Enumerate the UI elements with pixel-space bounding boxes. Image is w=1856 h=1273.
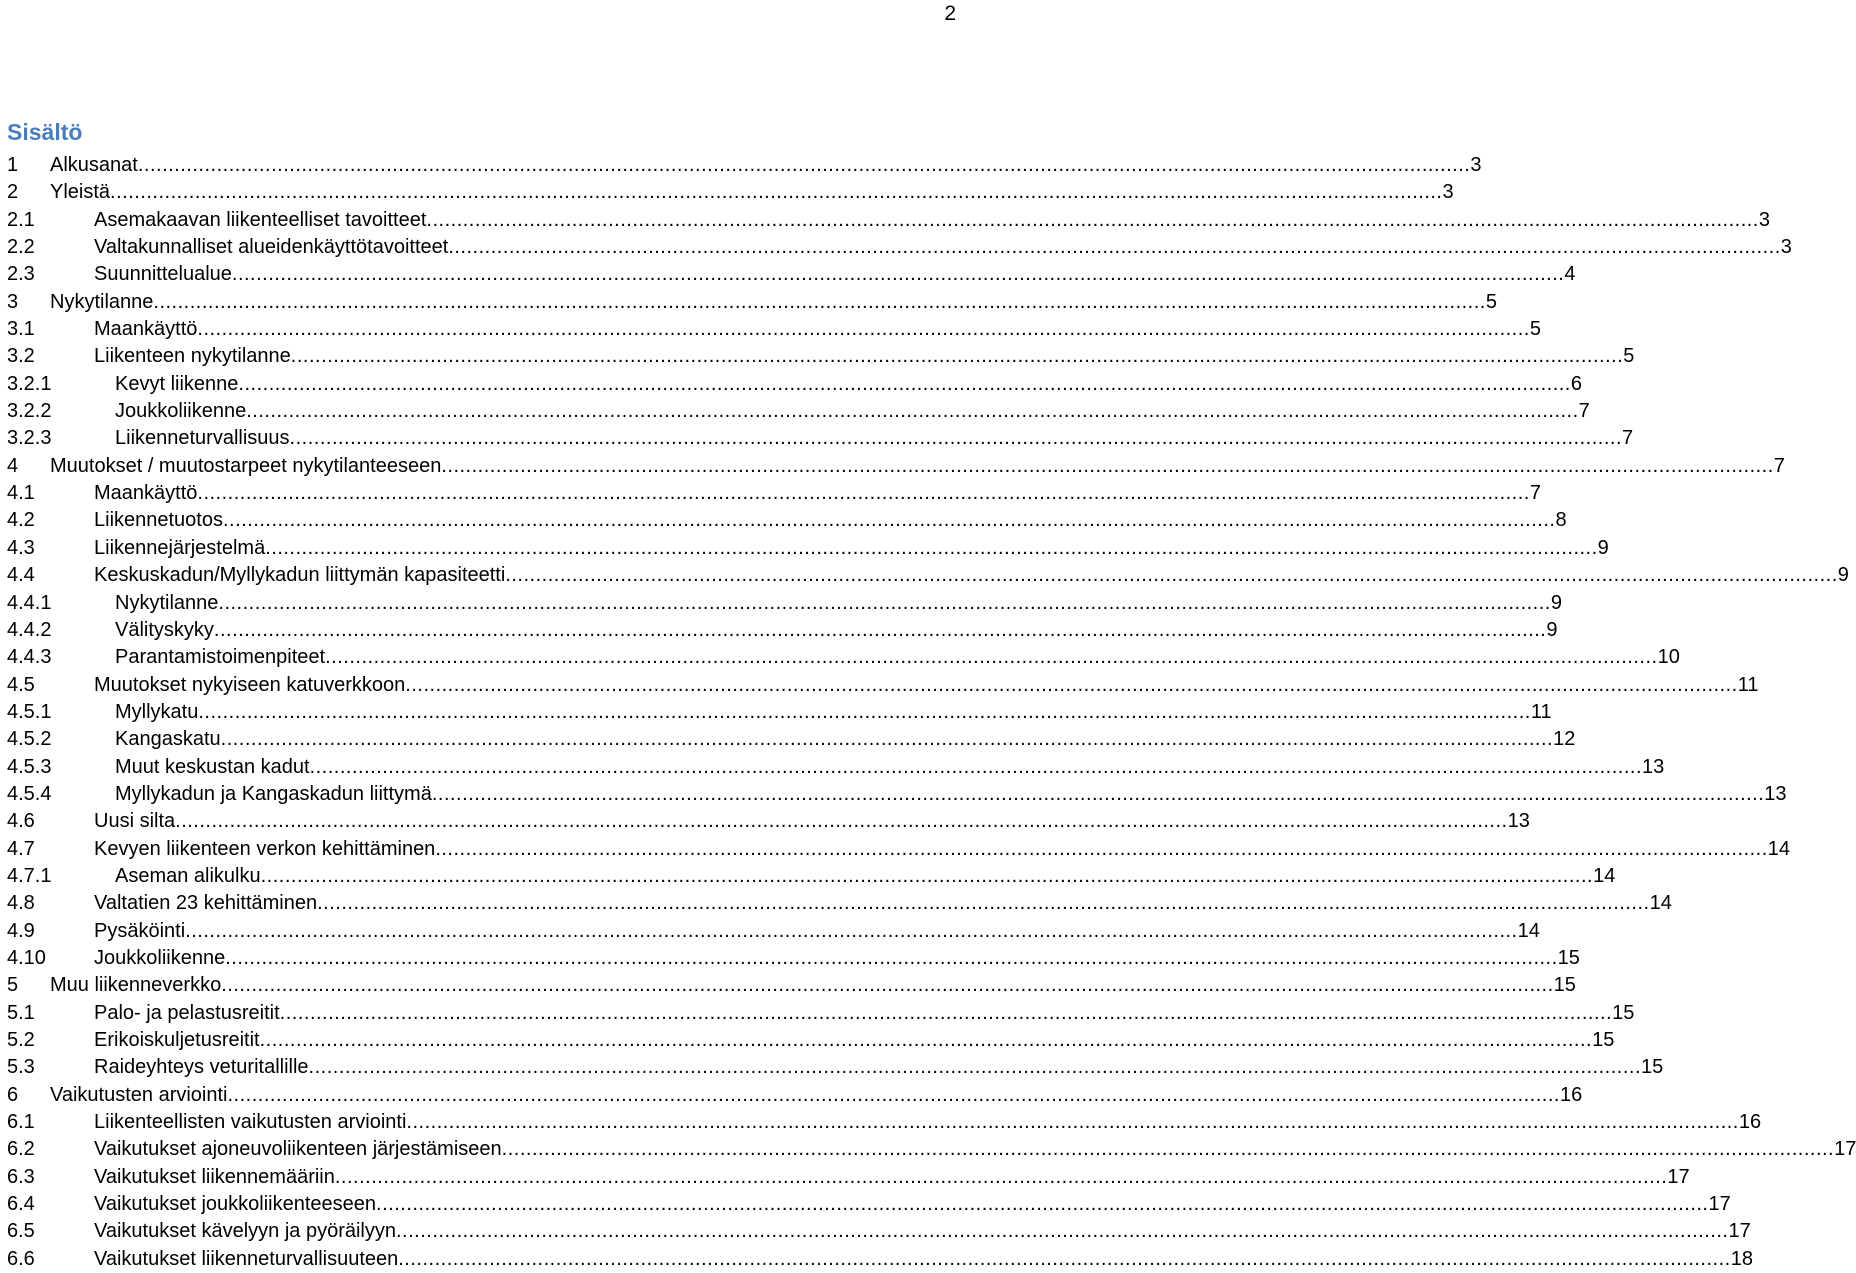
toc-entry[interactable] bbox=[0, 316, 1541, 343]
toc-entry[interactable] bbox=[0, 781, 1787, 808]
toc-entry-text: Valtatien 23 kehittäminen bbox=[94, 890, 317, 917]
toc-entry-number: 3 bbox=[7, 290, 19, 313]
toc-entry-text: Yleistä bbox=[50, 179, 110, 206]
toc-entry-leader: ............................................................................................................................................................................................................................ bbox=[259, 1029, 1593, 1051]
toc-entry[interactable] bbox=[0, 1027, 1615, 1054]
toc-entry-text: Kangaskatu bbox=[115, 726, 221, 753]
toc-entry[interactable] bbox=[0, 945, 1580, 972]
toc-entry[interactable] bbox=[0, 754, 1665, 781]
toc-entry-line bbox=[94, 1246, 1753, 1273]
toc-entry-page: 7 bbox=[1622, 427, 1634, 450]
toc-entry-page: 14 bbox=[1593, 864, 1616, 887]
toc-entry-line bbox=[94, 1136, 1856, 1163]
toc-entry-page: 3 bbox=[1470, 154, 1482, 176]
toc-entry-number: 4.9 bbox=[7, 919, 35, 942]
toc-entry-text: Vaikutukset liikennemääriin bbox=[94, 1164, 335, 1191]
toc-entry[interactable] bbox=[0, 617, 1558, 644]
toc-entry-text: Muut keskustan kadut bbox=[115, 754, 310, 781]
toc-entry-line bbox=[115, 590, 1562, 617]
toc-entry-number: 2 bbox=[7, 181, 19, 204]
toc-entry-text: Vaikutusten arviointi bbox=[50, 1082, 228, 1109]
toc-entry-leader: ............................................................................................................................................................................................................................ bbox=[220, 728, 1554, 751]
toc-entry-page: 11 bbox=[1737, 673, 1759, 696]
toc-entry[interactable] bbox=[0, 207, 1770, 234]
toc-entry-page: 3 bbox=[1442, 181, 1454, 204]
toc-entry-leader: ............................................................................................................................................................................................................................ bbox=[265, 536, 1598, 559]
toc-entry[interactable] bbox=[0, 890, 1672, 917]
toc-entry-text: Keskuskadun/Myllykadun liittymän kapasiteetti bbox=[94, 562, 505, 589]
toc-entry-number: 2.1 bbox=[7, 208, 35, 231]
toc-entry-leader: ............................................................................................................................................................................................................................ bbox=[197, 318, 1530, 341]
toc-entry-line bbox=[115, 754, 1665, 781]
toc-entry-number: 4.6 bbox=[7, 810, 35, 833]
toc-entry-leader: ............................................................................................................................................................................................................................ bbox=[231, 263, 1565, 286]
toc-entry-page: 13 bbox=[1642, 755, 1665, 778]
toc-entry-leader: ............................................................................................................................................................................................................................ bbox=[218, 591, 1551, 614]
toc-entry-number: 6.1 bbox=[7, 1111, 35, 1134]
toc-entry[interactable] bbox=[0, 836, 1791, 863]
toc-entry-line bbox=[115, 617, 1558, 644]
toc-entry-page: 17 bbox=[1667, 1165, 1690, 1188]
toc-entry-line bbox=[94, 1191, 1731, 1218]
toc-entry-line bbox=[94, 672, 1759, 699]
toc-entry-number: 4.8 bbox=[7, 892, 35, 915]
toc-entry[interactable] bbox=[0, 425, 1634, 452]
toc-entry-page: 3 bbox=[1758, 208, 1770, 231]
toc-entry[interactable] bbox=[0, 1164, 1690, 1191]
toc-entry-text: Muutokset nykyiseen katuverkkoon bbox=[94, 672, 405, 699]
toc-entry-leader: ............................................................................................................................................................................................................................ bbox=[431, 782, 1765, 805]
toc-entry[interactable] bbox=[0, 179, 1454, 206]
toc-entry-page: 9 bbox=[1546, 618, 1558, 641]
toc-entry-leader: ............................................................................................................................................................................................................................ bbox=[227, 1083, 1560, 1106]
toc-entry-leader: ............................................................................................................................................................................................................................ bbox=[505, 564, 1838, 587]
toc-entry-line bbox=[94, 261, 1576, 288]
toc-entry-page: 3 bbox=[1780, 236, 1792, 259]
toc-entry-number: 5 bbox=[7, 974, 19, 997]
toc-entry-number: 1 bbox=[7, 154, 19, 176]
toc-entry-leader: ............................................................................................................................................................................................................................ bbox=[396, 1220, 1729, 1243]
toc-entry-line bbox=[94, 343, 1635, 370]
toc-entry-line bbox=[94, 890, 1672, 917]
toc-entry-leader: ............................................................................................................................................................................................................................ bbox=[426, 208, 1759, 231]
toc-entry-text: Myllykatu bbox=[115, 699, 198, 726]
toc-entry-number: 5.3 bbox=[7, 1056, 35, 1079]
toc-entry[interactable] bbox=[0, 972, 1576, 999]
page-number: 2 bbox=[944, 2, 956, 25]
toc-entry-text: Pysäköinti bbox=[94, 918, 185, 945]
toc-entry-leader: ............................................................................................................................................................................................................................ bbox=[317, 892, 1650, 915]
toc-entry[interactable] bbox=[0, 863, 1616, 890]
toc-entry-leader: ............................................................................................................................................................................................................................ bbox=[222, 509, 1556, 532]
toc-entry[interactable] bbox=[0, 1246, 1753, 1273]
toc-entry-leader: ............................................................................................................................................................................................................................ bbox=[398, 1247, 1731, 1270]
toc-entry-line bbox=[94, 1027, 1615, 1054]
toc-entry-page: 9 bbox=[1550, 591, 1562, 614]
toc-entry-text: Liikennejärjestelmä bbox=[94, 535, 265, 562]
toc-entry-number: 3.2 bbox=[7, 345, 35, 368]
toc-entry-line bbox=[115, 781, 1787, 808]
toc-entry-line bbox=[50, 453, 1785, 480]
toc-entry-leader: ............................................................................................................................................................................................................................ bbox=[406, 1111, 1739, 1134]
toc-entry[interactable] bbox=[0, 1109, 1762, 1136]
toc-entry-line bbox=[94, 918, 1540, 945]
toc-entry-line bbox=[94, 234, 1792, 261]
toc-entry-line bbox=[115, 398, 1590, 425]
toc-entry-number: 4.10 bbox=[7, 946, 46, 969]
toc-entry-number: 6.3 bbox=[7, 1165, 35, 1188]
toc-entry-page: 15 bbox=[1641, 1056, 1664, 1079]
toc-entry-number: 3.2.3 bbox=[7, 427, 52, 450]
toc-entry-page: 14 bbox=[1767, 837, 1791, 860]
toc-entry-page: 11 bbox=[1530, 700, 1552, 723]
toc-entry-line bbox=[115, 371, 1582, 398]
toc-entry[interactable] bbox=[0, 1136, 1856, 1163]
toc-entry-text: Vaikutukset ajoneuvoliikenteen järjestämiseen bbox=[94, 1136, 502, 1163]
toc-entry[interactable] bbox=[0, 535, 1609, 562]
toc-entry-number: 4.5.4 bbox=[7, 782, 52, 805]
toc-entry-leader: ............................................................................................................................................................................................................................ bbox=[225, 946, 1558, 969]
toc-entry-text: Liikenneturvallisuus bbox=[115, 425, 290, 452]
toc-entry-number: 4.5 bbox=[7, 673, 35, 696]
toc-entry[interactable] bbox=[0, 453, 1785, 480]
toc-entry-line bbox=[50, 972, 1576, 999]
toc-entry-line bbox=[115, 644, 1680, 671]
toc-entry-number: 4.4.2 bbox=[7, 618, 52, 641]
toc-entry-text: Kevyt liikenne bbox=[115, 371, 238, 398]
toc-entry-leader: ............................................................................................................................................................................................................................ bbox=[435, 837, 1768, 860]
toc-entry-line bbox=[115, 726, 1576, 753]
toc-entry-leader: ............................................................................................................................................................................................................................ bbox=[221, 974, 1554, 997]
toc-entry-text: Liikennetuotos bbox=[94, 507, 223, 534]
toc-entry-text: Nykytilanne bbox=[115, 590, 218, 617]
toc-entry-leader: ............................................................................................................................................................................................................................ bbox=[137, 154, 1471, 176]
toc-entry-page: 12 bbox=[1553, 728, 1576, 751]
toc-entry-leader: ............................................................................................................................................................................................................................ bbox=[185, 919, 1518, 942]
toc-entry-line bbox=[94, 1109, 1762, 1136]
toc-entry-text: Erikoiskuljetusreitit bbox=[94, 1027, 260, 1054]
toc-entry[interactable] bbox=[0, 1000, 1635, 1027]
toc-entry[interactable] bbox=[0, 726, 1576, 753]
toc-entry-page: 5 bbox=[1529, 318, 1541, 341]
toc-entry-text: Vaikutukset kävelyyn ja pyöräilyyn bbox=[94, 1218, 396, 1245]
toc-entry-number: 4.5.3 bbox=[7, 755, 52, 778]
toc-entry-line bbox=[94, 1000, 1635, 1027]
toc-entry-page: 9 bbox=[1837, 564, 1849, 587]
toc-entry-number: 3.2.1 bbox=[7, 372, 52, 395]
toc-entry-page: 15 bbox=[1553, 974, 1576, 997]
toc-entry-text: Raideyhteys veturitallille bbox=[94, 1054, 309, 1081]
toc-entry-leader: ............................................................................................................................................................................................................................ bbox=[238, 372, 1571, 395]
toc-entry-page: 7 bbox=[1773, 454, 1785, 477]
toc-entry-page: 17 bbox=[1728, 1220, 1751, 1243]
toc-entry-line bbox=[50, 289, 1497, 316]
toc-entry-page: 10 bbox=[1657, 646, 1680, 669]
toc-entry-text: Uusi silta bbox=[94, 808, 175, 835]
toc-entry[interactable] bbox=[0, 261, 1576, 288]
toc-entry[interactable] bbox=[0, 644, 1680, 671]
toc-entry[interactable] bbox=[0, 562, 1849, 589]
toc-entry-number: 4.3 bbox=[7, 536, 35, 559]
toc-entry-text: Valtakunnalliset alueidenkäyttötavoitteet bbox=[94, 234, 448, 261]
toc-entry-number: 5.1 bbox=[7, 1001, 35, 1024]
toc-entry-text: Suunnittelualue bbox=[94, 261, 232, 288]
toc-entry-leader: ............................................................................................................................................................................................................................ bbox=[448, 236, 1781, 259]
toc-entry-leader: ............................................................................................................................................................................................................................ bbox=[213, 618, 1547, 641]
toc-entry-page: 17 bbox=[1834, 1138, 1856, 1161]
toc-entry-line bbox=[94, 316, 1541, 343]
toc-entry-text: Muu liikenneverkko bbox=[50, 972, 221, 999]
toc-entry-leader: ............................................................................................................................................................................................................................ bbox=[334, 1165, 1668, 1188]
toc-entry-number: 6.5 bbox=[7, 1220, 35, 1243]
toc-entry-page: 4 bbox=[1564, 263, 1576, 286]
toc-entry-line bbox=[94, 808, 1530, 835]
toc-entry-leader: ............................................................................................................................................................................................................................ bbox=[260, 864, 1594, 887]
toc-entry[interactable] bbox=[0, 1191, 1731, 1218]
toc-entry-leader: ............................................................................................................................................................................................................................ bbox=[309, 755, 1643, 778]
toc-title: Sisältö bbox=[7, 119, 83, 145]
toc-entry-text: Joukkoliikenne bbox=[115, 398, 246, 425]
toc-entry-line bbox=[50, 179, 1454, 206]
toc-entry-number: 4.5.2 bbox=[7, 728, 52, 751]
toc-entry[interactable] bbox=[0, 152, 1482, 179]
toc-entry-page: 7 bbox=[1578, 400, 1590, 423]
toc-entry-leader: ............................................................................................................................................................................................................................ bbox=[279, 1001, 1613, 1024]
toc-entry-number: 4.4 bbox=[7, 564, 35, 587]
toc-list bbox=[0, 152, 1856, 1273]
toc-entry-line bbox=[94, 480, 1541, 507]
toc-entry-leader: ............................................................................................................................................................................................................................ bbox=[198, 700, 1531, 723]
toc-entry-leader: ............................................................................................................................................................................................................................ bbox=[308, 1056, 1642, 1079]
toc-entry-leader: ............................................................................................................................................................................................................................ bbox=[246, 400, 1579, 423]
toc-entry-text: Liikenteen nykytilanne bbox=[94, 343, 291, 370]
toc-entry-text: Vaikutukset liikenneturvallisuuteen bbox=[94, 1246, 398, 1273]
toc-entry[interactable] bbox=[0, 507, 1567, 534]
toc-entry-page: 15 bbox=[1557, 946, 1580, 969]
toc-entry-number: 4.5.1 bbox=[7, 700, 52, 723]
toc-entry[interactable] bbox=[0, 699, 1552, 726]
toc-entry[interactable] bbox=[0, 672, 1759, 699]
toc-entry-leader: ............................................................................................................................................................................................................................ bbox=[110, 181, 1443, 204]
toc-entry-text: Parantamistoimenpiteet bbox=[115, 644, 325, 671]
toc-entry-line bbox=[94, 836, 1791, 863]
toc-entry-line bbox=[94, 1164, 1690, 1191]
toc-entry[interactable] bbox=[0, 918, 1540, 945]
toc-entry-leader: ............................................................................................................................................................................................................................ bbox=[501, 1138, 1835, 1161]
toc-entry[interactable] bbox=[0, 808, 1530, 835]
toc-entry-line bbox=[115, 863, 1616, 890]
toc-entry-line bbox=[50, 152, 1482, 179]
toc-entry-page: 16 bbox=[1559, 1083, 1583, 1106]
toc-entry-page: 14 bbox=[1517, 919, 1540, 942]
toc-entry-page: 6 bbox=[1570, 372, 1582, 395]
toc-entry-number: 3.1 bbox=[7, 318, 35, 341]
toc-entry-number: 4.7.1 bbox=[7, 864, 52, 887]
toc-entry-page: 5 bbox=[1623, 345, 1635, 368]
toc-entry-page: 13 bbox=[1507, 810, 1530, 833]
toc-entry-number: 6.6 bbox=[7, 1247, 35, 1270]
toc-entry-number: 6.4 bbox=[7, 1193, 35, 1216]
toc-entry-number: 4.1 bbox=[7, 482, 35, 505]
toc-entry-number: 4 bbox=[7, 454, 19, 477]
toc-entry-text: Myllykadun ja Kangaskadun liittymä bbox=[115, 781, 432, 808]
toc-entry-number: 5.2 bbox=[7, 1029, 35, 1051]
toc-entry-text: Vaikutukset joukkoliikenteeseen bbox=[94, 1191, 376, 1218]
toc-entry-page: 5 bbox=[1485, 290, 1497, 313]
toc-entry-text: Maankäyttö bbox=[94, 480, 197, 507]
toc-entry-leader: ............................................................................................................................................................................................................................ bbox=[175, 810, 1508, 833]
toc-entry-text: Muutokset / muutostarpeet nykytilanteeseen bbox=[50, 453, 441, 480]
toc-entry-line bbox=[94, 507, 1567, 534]
toc-entry-number: 4.7 bbox=[7, 837, 35, 860]
toc-entry-number: 2.2 bbox=[7, 236, 35, 259]
toc-entry-text: Välityskyky bbox=[115, 617, 214, 644]
toc-entry-page: 7 bbox=[1529, 482, 1541, 505]
toc-entry-page: 16 bbox=[1738, 1111, 1762, 1134]
toc-entry-line bbox=[94, 945, 1580, 972]
toc-entry-line bbox=[94, 535, 1609, 562]
toc-entry-page: 9 bbox=[1597, 536, 1609, 559]
toc-entry[interactable] bbox=[0, 398, 1590, 425]
toc-entry-text: Joukkoliikenne bbox=[94, 945, 225, 972]
toc-entry-number: 3.2.2 bbox=[7, 400, 52, 423]
toc-entry-leader: ............................................................................................................................................................................................................................ bbox=[405, 673, 1738, 696]
toc-entry[interactable] bbox=[0, 590, 1562, 617]
toc-entry-text: Maankäyttö bbox=[94, 316, 197, 343]
toc-entry[interactable] bbox=[0, 343, 1635, 370]
toc-entry-page: 13 bbox=[1764, 782, 1787, 805]
toc-entry-number: 6.2 bbox=[7, 1138, 35, 1161]
toc-entry-line bbox=[115, 699, 1552, 726]
toc-entry[interactable] bbox=[0, 371, 1582, 398]
toc-entry-page: 15 bbox=[1592, 1029, 1615, 1051]
toc-entry-page: 18 bbox=[1730, 1247, 1753, 1270]
toc-entry[interactable] bbox=[0, 289, 1497, 316]
toc-entry-page: 14 bbox=[1649, 892, 1672, 915]
toc-entry-text: Alkusanat bbox=[50, 152, 138, 179]
toc-entry-line bbox=[94, 562, 1849, 589]
toc-entry-text: Aseman alikulku bbox=[115, 863, 261, 890]
toc-entry-page: 8 bbox=[1555, 509, 1567, 532]
toc-entry-line bbox=[50, 1082, 1583, 1109]
toc-entry-leader: ............................................................................................................................................................................................................................ bbox=[441, 454, 1774, 477]
toc-entry[interactable] bbox=[0, 1218, 1751, 1245]
toc-entry[interactable] bbox=[0, 1082, 1583, 1109]
toc-entry-leader: ............................................................................................................................................................................................................................ bbox=[197, 482, 1530, 505]
toc-entry-page: 17 bbox=[1708, 1193, 1731, 1216]
toc-entry-leader: ............................................................................................................................................................................................................................ bbox=[325, 646, 1658, 669]
toc-entry-leader: ............................................................................................................................................................................................................................ bbox=[376, 1193, 1709, 1216]
toc-entry-line bbox=[94, 1218, 1751, 1245]
toc-entry-line bbox=[94, 1054, 1664, 1081]
toc-entry-text: Palo- ja pelastusreitit bbox=[94, 1000, 280, 1027]
toc-entry-page: 15 bbox=[1612, 1001, 1635, 1024]
toc-entry-text: Kevyen liikenteen verkon kehittäminen bbox=[94, 836, 435, 863]
toc-entry[interactable] bbox=[0, 480, 1541, 507]
toc-entry-line bbox=[94, 207, 1770, 234]
toc-entry-leader: ............................................................................................................................................................................................................................ bbox=[153, 290, 1486, 313]
toc-entry-number: 4.4.1 bbox=[7, 591, 52, 614]
toc-entry-text: Asemakaavan liikenteelliset tavoitteet bbox=[94, 207, 426, 234]
toc-entry-text: Nykytilanne bbox=[50, 289, 153, 316]
toc-entry-leader: ............................................................................................................................................................................................................................ bbox=[290, 345, 1624, 368]
toc-entry-text: Liikenteellisten vaikutusten arviointi bbox=[94, 1109, 406, 1136]
toc-entry-number: 6 bbox=[7, 1083, 19, 1106]
toc-entry[interactable] bbox=[0, 234, 1792, 261]
toc-entry-number: 2.3 bbox=[7, 263, 35, 286]
toc-entry-number: 4.2 bbox=[7, 509, 35, 532]
toc-entry-line bbox=[115, 425, 1634, 452]
toc-entry[interactable] bbox=[0, 1054, 1664, 1081]
toc-entry-leader: ............................................................................................................................................................................................................................ bbox=[289, 427, 1623, 450]
toc-entry-number: 4.4.3 bbox=[7, 646, 52, 669]
